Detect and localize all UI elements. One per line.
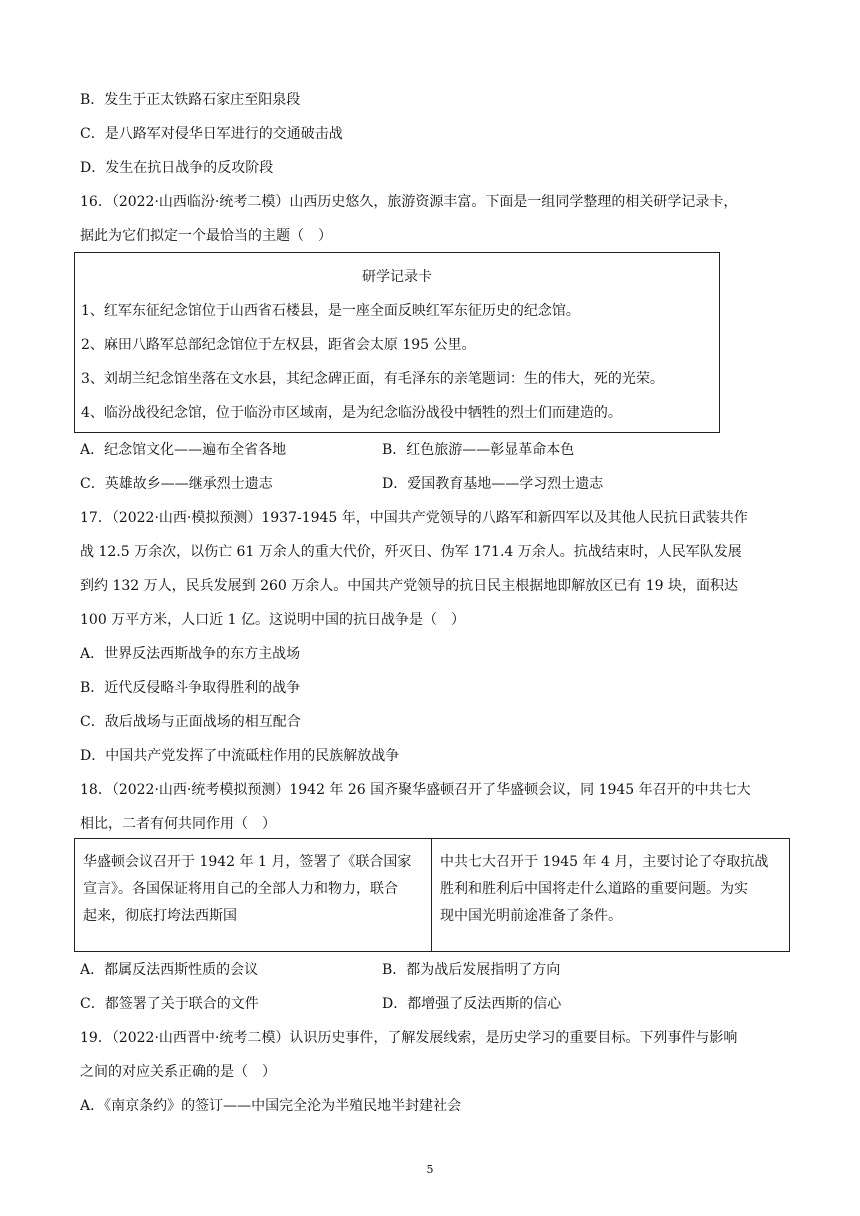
q18-option-b: B．都为战后发展指明了方向 — [382, 962, 561, 978]
card-item-3: 3、刘胡兰纪念馆坐落在文水县，其纪念碑正面，有毛泽东的亲笔题词：生的伟大，死的光荣。 — [81, 371, 664, 387]
q16-stem-line1: 16．（2022·山西临汾·统考二模）山西历史悠久，旅游资源丰富。下面是一组同学整理的相关研学记录卡， — [80, 194, 738, 210]
q18-option-a: A．都属反法西斯性质的会议 — [80, 962, 259, 978]
cell-left-line2: 宣言》。各国保证将用自己的全部人力和物力，联合 — [83, 881, 398, 897]
q18-option-d: D．都增强了反法西斯的信心 — [382, 996, 562, 1012]
q18-stem-line1: 18．（2022·山西·统考模拟预测）1942 年 26 国齐聚华盛顿召开了华盛顿会议，同 1945 年召开的中共七大 — [80, 782, 751, 798]
cell-right-line1: 中共七大召开于 1945 年 4 月，主要讨论了夺取抗战 — [440, 854, 769, 870]
q17-stem-line4: 100 万平方米，人口近 1 亿。这说明中国的抗日战争是（ ） — [80, 612, 465, 628]
q15-option-d: D．发生在抗日战争的反攻阶段 — [80, 160, 274, 176]
card-item-1: 1、红军东征纪念馆位于山西省石楼县，是一座全面反映红军东征历史的纪念馆。 — [81, 303, 580, 319]
q16-option-a: A．纪念馆文化——遍布全省各地 — [80, 442, 287, 458]
q18-options-row2 — [80, 994, 562, 1014]
q16-stem-line2: 据此为它们拟定一个最恰当的主题（ ） — [80, 228, 332, 244]
q17-option-b: B．近代反侵略斗争取得胜利的战争 — [80, 680, 301, 696]
q19-stem-line1: 19．（2022·山西晋中·统考二模）认识历史事件，了解发展线索，是历史学习的重要目标。下列事件与影响 — [80, 1030, 738, 1046]
q19-stem-line2: 之间的对应关系正确的是（ ） — [80, 1064, 276, 1080]
q16-option-b: B．红色旅游——彰显革命本色 — [382, 442, 575, 458]
q18-option-c: C．都签署了关于联合的文件 — [80, 996, 259, 1012]
cell-right-line3: 现中国光明前途准备了条件。 — [440, 908, 622, 924]
cell-left-line3: 起来，彻底打垮法西斯国 — [83, 908, 237, 924]
q19-option-a: A．《南京条约》的签订——中国完全沦为半殖民地半封建社会 — [80, 1098, 462, 1114]
q16-options-row2 — [80, 474, 604, 494]
q15-option-c: C．是八路军对侵华日军进行的交通破击战 — [80, 126, 343, 142]
cell-left-line1: 华盛顿会议召开于 1942 年 1 月，签署了《联合国家 — [83, 854, 412, 870]
table-cell-seventh-congress — [432, 839, 789, 951]
q17-option-d: D．中国共产党发挥了中流砥柱作用的民族解放战争 — [80, 748, 400, 764]
q17-stem-line3: 到约 132 万人，民兵发展到 260 万余人。中国共产党领导的抗日民主根据地即解放区已有 19 块，面积达 — [80, 578, 738, 594]
q16-option-d: D．爱国教育基地——学习烈士遗志 — [382, 476, 604, 492]
q16-options-row1 — [80, 440, 575, 460]
q18-stem-line2: 相比，二者有何共同作用（ ） — [80, 816, 276, 832]
table-cell-washington — [75, 839, 432, 951]
research-record-card — [74, 252, 720, 433]
q17-stem-line2: 战 12.5 万余次，以伤亡 61 万余人的重大代价，歼灭日、伪军 171.4 万余人。抗战结束时，人民军队发展 — [80, 544, 742, 560]
card-item-2: 2、麻田八路军总部纪念馆位于左权县，距省会太原 195 公里。 — [81, 337, 476, 353]
q16-option-c: C．英雄故乡——继承烈士遗志 — [80, 476, 273, 492]
q17-option-c: C．敌后战场与正面战场的相互配合 — [80, 714, 301, 730]
comparison-table — [74, 838, 790, 952]
page-number: 5 — [426, 1163, 434, 1176]
card-item-4: 4、临汾战役纪念馆，位于临汾市区域南，是为纪念临汾战役中牺牲的烈士们而建造的。 — [81, 405, 622, 421]
cell-right-line2: 胜利和胜利后中国将走什么道路的重要问题。为实 — [440, 881, 748, 897]
q17-stem-line1: 17．（2022·山西·模拟预测）1937-1945 年，中国共产党领导的八路军和新四军以及其他人民抗日武装共作 — [80, 510, 748, 526]
q18-options-row1 — [80, 960, 561, 980]
card-title: 研学记录卡 — [362, 269, 432, 285]
q15-option-b: B．发生于正太铁路石家庄至阳泉段 — [80, 92, 301, 108]
q17-option-a: A．世界反法西斯战争的东方主战场 — [80, 646, 301, 662]
